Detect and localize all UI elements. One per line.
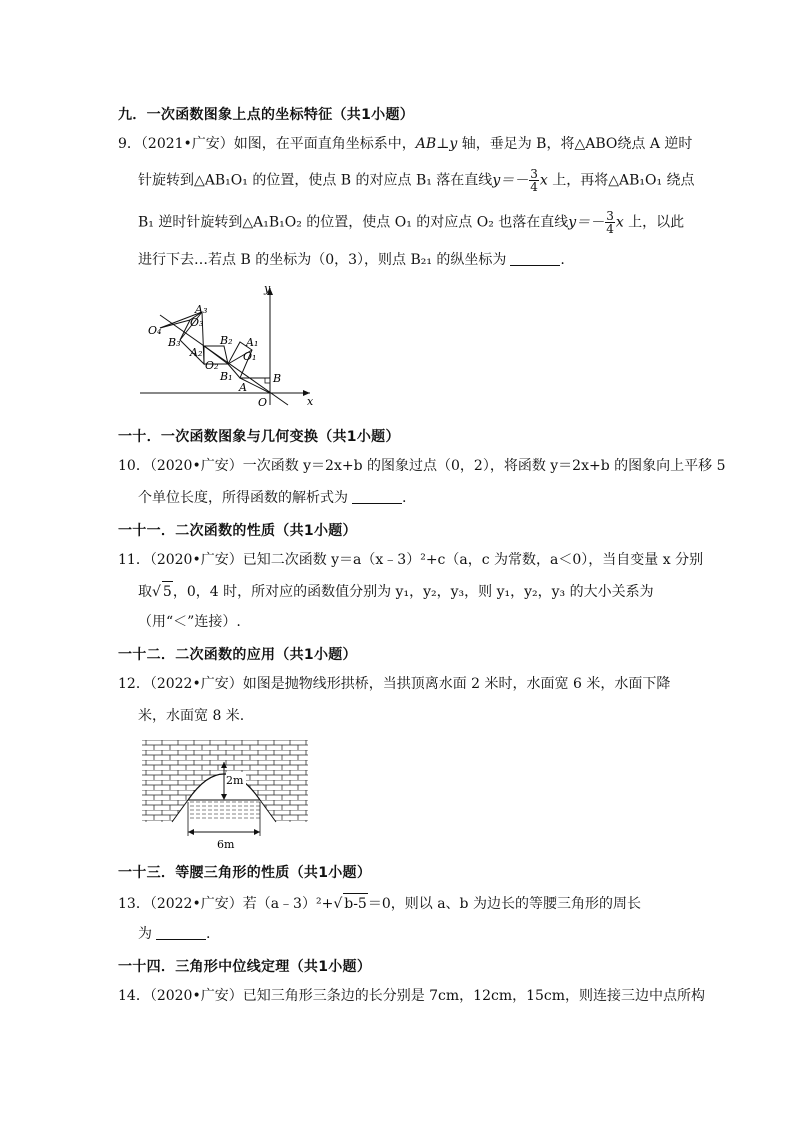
section-heading-10: 一十．一次函数图象与几何变换（共1小题） bbox=[118, 429, 400, 445]
label-B3: B₃ bbox=[168, 336, 181, 349]
label-y: y bbox=[264, 282, 271, 295]
figure-rotation-coordinate bbox=[140, 280, 320, 410]
q10-line-1: 10．（2020•广安）一次函数 y＝2x+b 的图象过点（0，2），将函数 y＝2x+b 的图象向上平移 5 bbox=[118, 458, 726, 474]
q12-line-2: 米，水面宽 8 米. bbox=[138, 708, 245, 724]
q9-line-4: 进行下去…若点 B 的坐标为（0，3），则点 B₂₁ 的纵坐标为 . bbox=[138, 252, 565, 268]
label-O: O bbox=[258, 396, 268, 409]
label-O2: O₂ bbox=[205, 359, 219, 372]
label-B2: B₂ bbox=[220, 334, 233, 347]
q9-line-3: B₁ 逆时针旋转到△A₁B₁O₂ 的位置，使点 O₁ 的对应点 O₂ 也落在直线y＝－ $\frac{3}{4}$ x 上，以此 bbox=[138, 209, 685, 236]
section-heading-9: 九．一次函数图象上点的坐标特征（共1小题） bbox=[118, 107, 415, 123]
q11-line-2: 取√ 5，0，4 时，所对应的函数值分别为 y₁，y₂，y₃，则 y₁，y₂，y₃ 的大小关系为 bbox=[138, 581, 654, 602]
label-6m: 6m bbox=[217, 838, 235, 851]
label-O1: O₁ bbox=[243, 350, 257, 363]
q11-line-1: 11．（2020•广安）已知二次函数 y＝a（x﹣3）²+c（a，c 为常数，a＜0），当自变量 x 分别 bbox=[118, 552, 704, 568]
section-heading-11: 一十一．二次函数的性质（共1小题） bbox=[118, 523, 357, 539]
q9-line-2: 针旋转到△AB₁O₁ 的位置，使点 B 的对应点 B₁ 落在直线y＝－ $\frac{3}{4}$ x 上，再将△AB₁O₁ 绕点 bbox=[138, 167, 695, 194]
section-heading-12: 一十二．二次函数的应用（共1小题） bbox=[118, 647, 357, 663]
label-x: x bbox=[307, 395, 314, 408]
label-A3: A₃ bbox=[195, 303, 208, 316]
q13-line-1: 13．（2022•广安）若（a﹣3）²+√ b-5＝0，则以 a、b 为边长的等腰三角形的周长 bbox=[118, 893, 641, 914]
label-B: B bbox=[273, 372, 282, 385]
answer-blank bbox=[156, 925, 206, 940]
figure-arch-bridge bbox=[142, 740, 310, 852]
label-O4: O₄ bbox=[148, 324, 162, 337]
q11-line-3: （用“＜”连接）. bbox=[138, 614, 241, 630]
label-A1: A₁ bbox=[246, 336, 259, 349]
section-heading-13: 一十三．等腰三角形的性质（共1小题） bbox=[118, 865, 372, 881]
label-O3: O₃ bbox=[190, 316, 204, 329]
q14-line-1: 14．（2020•广安）已知三角形三条边的长分别是 7cm，12cm，15cm，则连接三边中点所构 bbox=[118, 988, 706, 1004]
q13-line-2: 为 . bbox=[138, 926, 211, 942]
answer-blank bbox=[352, 489, 402, 504]
answer-blank bbox=[510, 251, 560, 266]
q9-line-1: 9．（2021•广安）如图，在平面直角坐标系中，AB⊥y 轴，垂足为 B，将△ABO绕点 A 逆时 bbox=[118, 136, 693, 152]
label-2m: 2m bbox=[226, 774, 244, 787]
section-heading-14: 一十四．三角形中位线定理（共1小题） bbox=[118, 959, 372, 975]
label-A2: A₂ bbox=[190, 346, 203, 359]
q10-line-2: 个单位长度，所得函数的解析式为 . bbox=[138, 490, 407, 506]
label-A: A bbox=[239, 381, 247, 394]
label-B1: B₁ bbox=[220, 370, 233, 383]
q12-line-1: 12．（2022•广安）如图是抛物线形拱桥，当拱顶离水面 2 米时，水面宽 6 米，水面下降 bbox=[118, 676, 671, 692]
